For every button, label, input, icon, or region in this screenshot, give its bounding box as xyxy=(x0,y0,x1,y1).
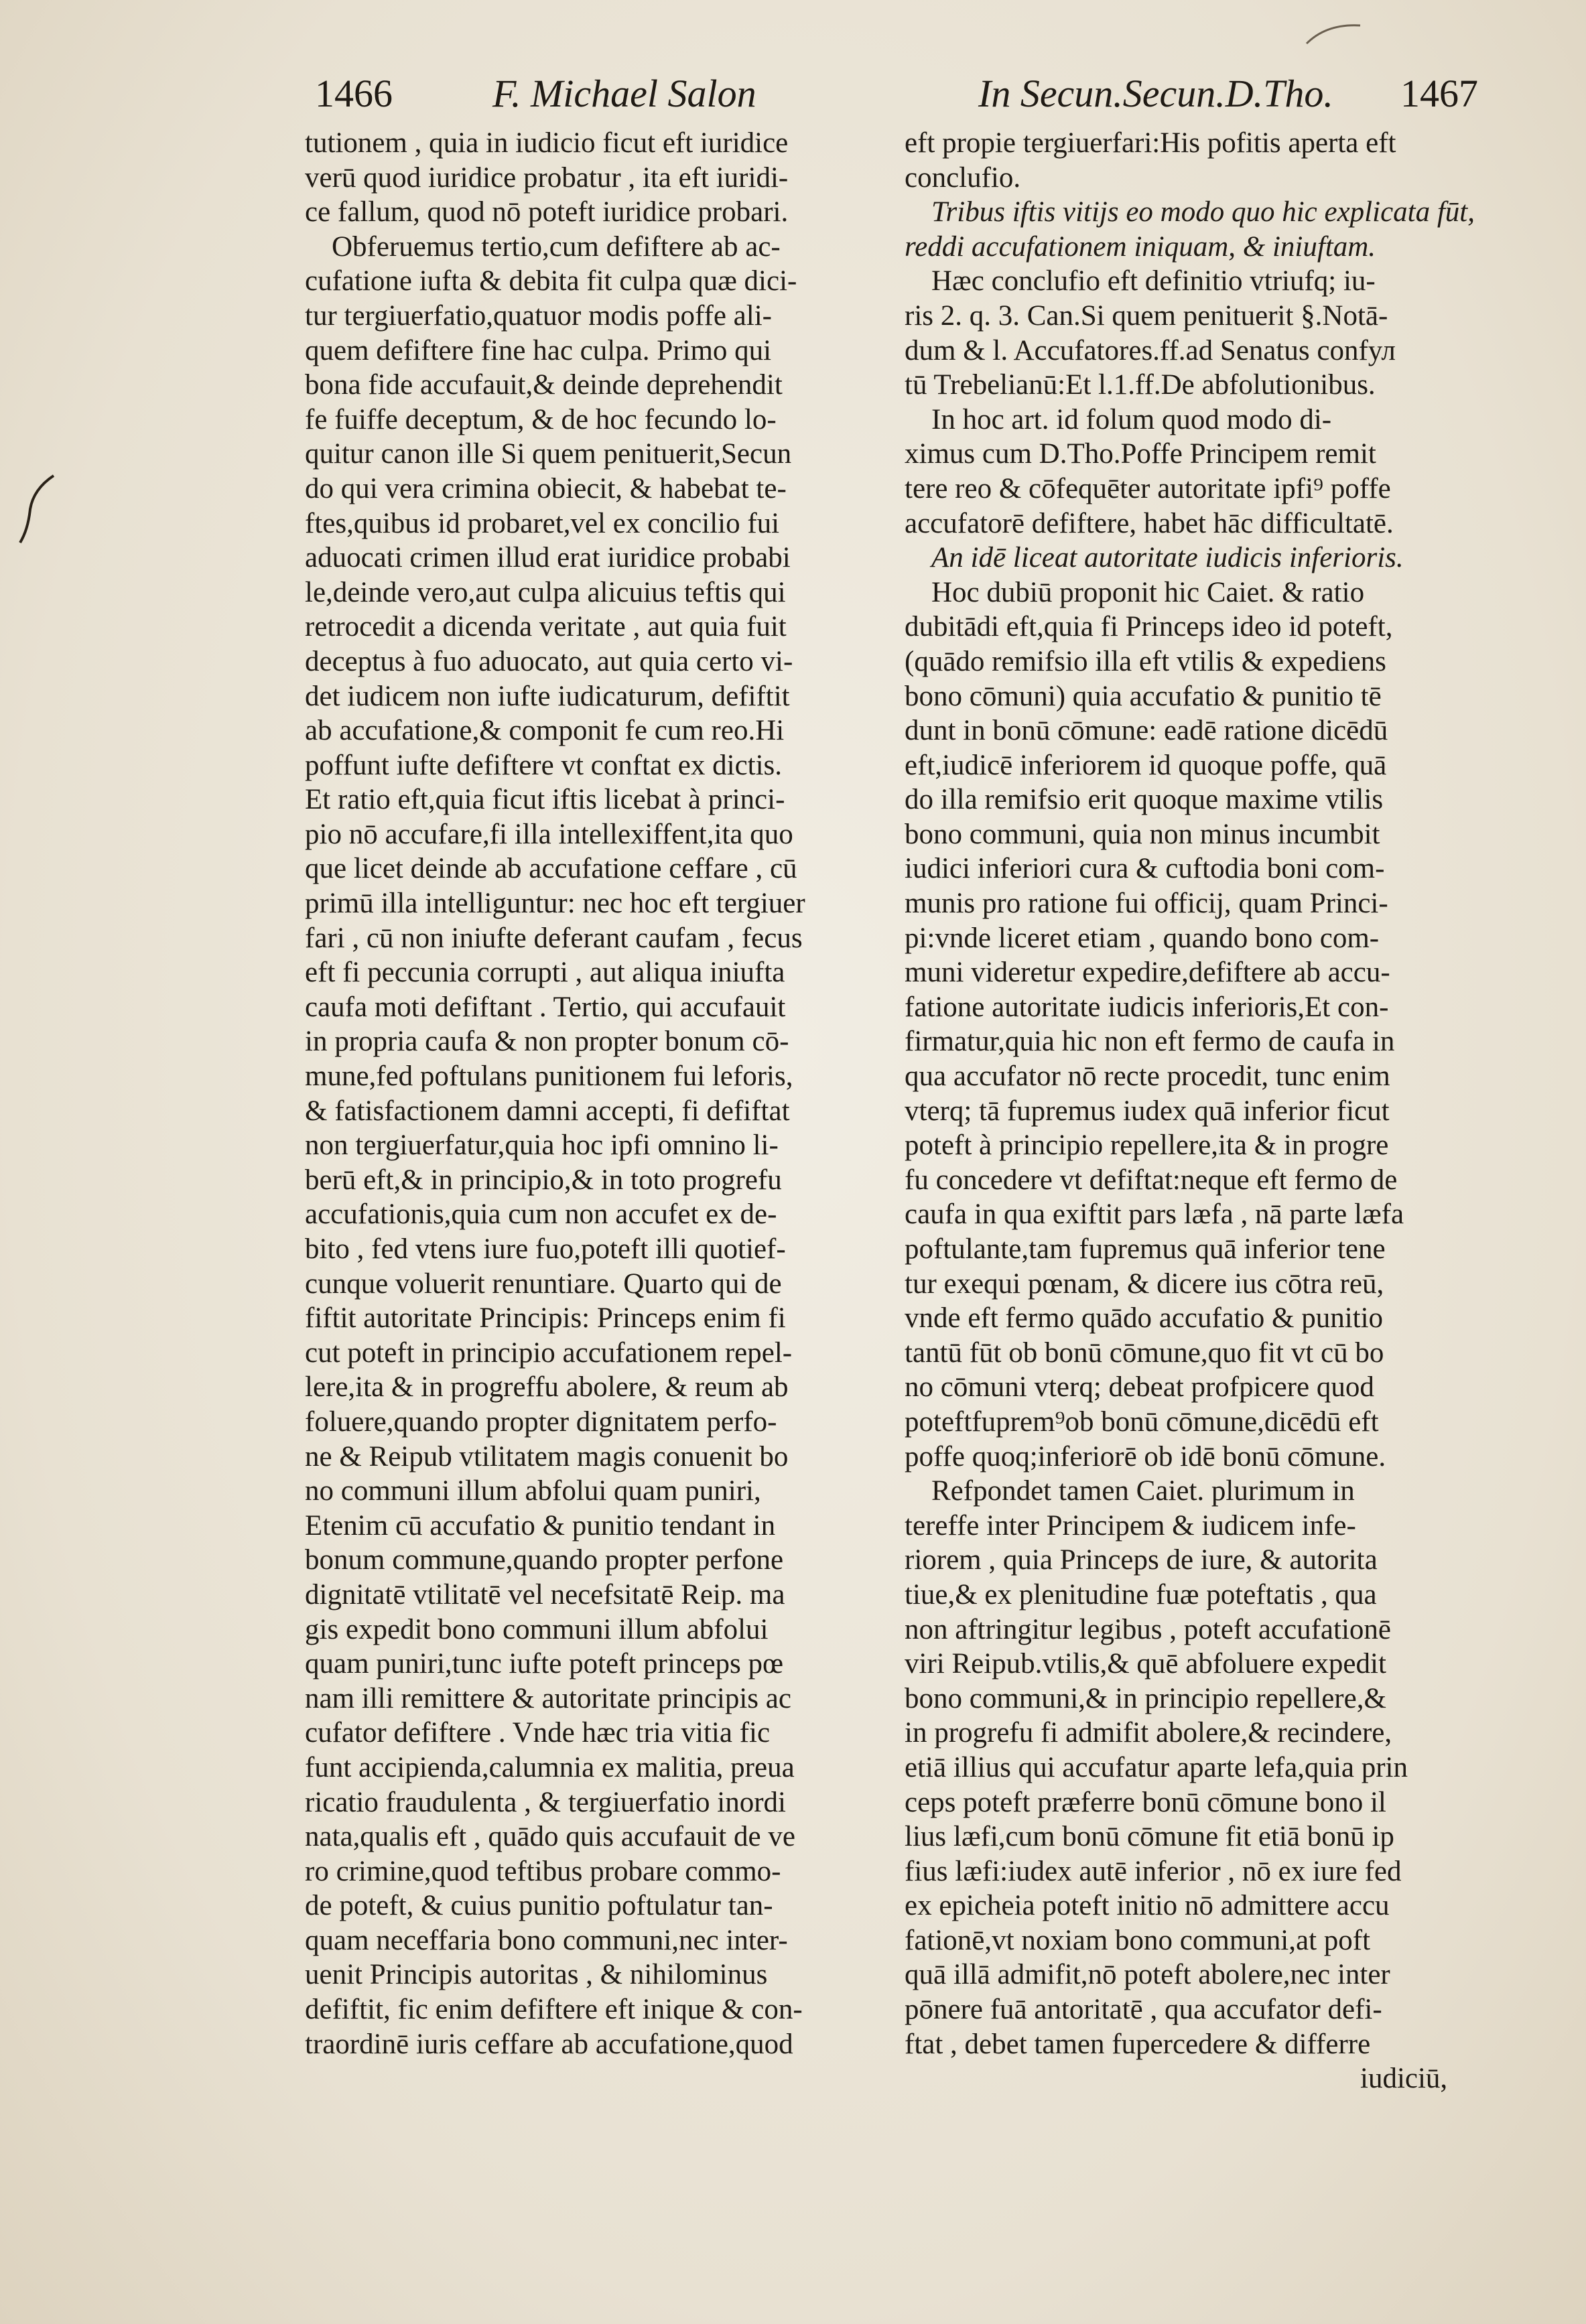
text-line: foluere,quando propter dignitatem perfo- xyxy=(305,1406,777,1438)
text-line: dignitatē vtilitatē vel necefsitatē Reip. ma xyxy=(305,1578,785,1611)
text-line: lere,ita & in progreffu abolere, & reum ab xyxy=(305,1371,789,1404)
question-heading: An idē liceat autoritate iudicis inferioris. xyxy=(931,542,1404,574)
text-line: tere reo & cōfequēter autoritate ipfi⁹ poffe xyxy=(905,472,1391,504)
text-line: tū Trebelianū:Et l.1.ff.De abfolutionibus. xyxy=(905,369,1376,401)
text-line: quā illā admifit,nō poteft abolere,nec inter xyxy=(905,1959,1390,1991)
text-line: tereffe inter Principem & iudicem infe- xyxy=(905,1509,1356,1542)
text-line: tantū fūt ob bonū cōmune,quo fit vt cū bo xyxy=(905,1337,1384,1369)
text-line: caufa in qua exiftit pars læfa , nā parte læfa xyxy=(905,1199,1404,1231)
text-line: ris 2. q. 3. Can.Si quem penituerit §.Notā- xyxy=(905,299,1388,332)
text-line: bito , fed vtens iure fuo,poteft illi quotief- xyxy=(305,1233,786,1265)
text-line: iudici inferiori cura & cuftodia boni com- xyxy=(905,853,1385,885)
text-line: & fatisfactionem damni accepti, fi defiftat xyxy=(305,1095,790,1127)
catchword: iudiciū, xyxy=(1360,2063,1448,2095)
text-line: non aftringitur legibus , poteft accufationē xyxy=(905,1613,1391,1645)
text-line: dubitādi eft,quia fi Princeps ideo id poteft, xyxy=(905,611,1393,643)
text-line: dum & l. Accufatores.ff.ad Senatus confул xyxy=(905,334,1396,366)
text-line: cufator defiftere . Vnde hæc tria vitia fic xyxy=(305,1717,771,1749)
text-line: Obferuemus tertio,cum defiftere ab ac- xyxy=(332,230,781,263)
text-line: fatione autoritate iudicis inferioris,Et con- xyxy=(905,991,1389,1023)
text-line: cut poteft in principio accufationem repel- xyxy=(305,1337,793,1369)
text-line: Refpondet tamen Caiet. plurimum in xyxy=(931,1475,1355,1507)
text-line: deceptus à fuo aduocato, aut quia certo vi- xyxy=(305,645,793,677)
text-line: quam puniri,tunc iufte poteft princeps pœ xyxy=(305,1648,784,1680)
text-line: riorem , quia Princeps de iure, & autorita xyxy=(905,1544,1378,1576)
ink-stain-mark xyxy=(1300,20,1380,47)
text-line: In hoc art. id folum quod modo di- xyxy=(931,403,1332,435)
text-line: retrocedit a dicenda veritate , aut quia fuit xyxy=(305,611,787,643)
text-line: accufatorē defiftere, habet hāc difficultatē. xyxy=(905,507,1394,539)
text-line: eft,iudicē inferiorem id quoque poffe, quā xyxy=(905,749,1387,781)
text-line: bona fide accufauit,& deinde deprehendit xyxy=(305,369,783,401)
text-line: fe fuiffe deceptum, & de hoc fecundo lo- xyxy=(305,403,777,435)
text-line: bono communi, quia non minus incumbit xyxy=(905,818,1380,850)
left-running-title: F. Michael Salon xyxy=(492,72,756,115)
text-line: in progrefu fi admifit abolere,& recindere, xyxy=(905,1717,1392,1749)
text-line: tiue,& ex plenitudine fuæ poteftatis , qua xyxy=(905,1578,1377,1611)
text-line: viri Reipub.vtilis,& quē abfoluere expedit xyxy=(905,1648,1386,1680)
text-line: ceps poteft præferre bonū cōmune bono il xyxy=(905,1786,1386,1818)
text-line: bonum commune,quando propter perfone xyxy=(305,1544,784,1576)
text-line: pōnere fuā antoritatē , qua accufator defi- xyxy=(905,1994,1382,2026)
conclusion-heading: reddi accufationem iniquam, & iniuftam. xyxy=(905,230,1376,263)
text-line: ce fallum, quod nō poteft iuridice probari. xyxy=(305,196,789,228)
text-line: de poteft, & cuius punitio poftulatur tan- xyxy=(305,1890,773,1922)
text-line: non tergiuerfatur,quia hoc ipfi omnino li- xyxy=(305,1130,779,1162)
text-line: berū eft,& in principio,& in toto progrefu xyxy=(305,1164,782,1196)
text-line: qua accufator nō recte procedit, tunc enim xyxy=(905,1061,1390,1093)
text-line: tur tergiuerfatio,quatuor modis poffe ali- xyxy=(305,299,772,332)
text-line: primū illa intelliguntur: nec hoc eft tergiuer xyxy=(305,888,805,920)
text-line: cufatione iufta & debita fit culpa quæ dici- xyxy=(305,265,797,297)
text-line: aduocati crimen illud erat iuridice probabi xyxy=(305,542,791,574)
text-line: poffe quoq;inferiorē ob idē bonū cōmune. xyxy=(905,1440,1386,1473)
right-running-title: In Secun.Secun.D.Tho. xyxy=(978,72,1333,115)
text-line: verū quod iuridice probatur , ita eft iuridi- xyxy=(305,161,789,194)
text-line: firmatur,quia hic non eft fermo de caufa in xyxy=(905,1026,1395,1058)
text-line: bono communi,& in principio repellere,& xyxy=(905,1682,1386,1714)
text-line: fiftit autoritate Principis: Princeps enim fi xyxy=(305,1302,786,1335)
text-line: tur exequi pœnam, & dicere ius cōtra reū, xyxy=(905,1268,1384,1300)
text-line: ro crimine,quod teftibus probare commo- xyxy=(305,1855,781,1887)
left-page-number: 1466 xyxy=(315,72,393,115)
text-line: que licet deinde ab accufatione ceffare , cū xyxy=(305,853,797,885)
text-line: ex epicheia poteft initio nō admittere accu xyxy=(905,1890,1390,1922)
text-line: nam illi remittere & autoritate principis ac xyxy=(305,1682,791,1714)
text-line: eft fi peccunia corrupti , aut aliqua iniufta xyxy=(305,957,785,989)
text-line: fari , cū non iniufte deferant caufam , fecus xyxy=(305,922,803,954)
right-page-number: 1467 xyxy=(1400,72,1478,115)
text-line: no communi illum abfolui quam puniri, xyxy=(305,1475,761,1507)
text-line: nata,qualis eft , quādo quis accufauit de ve xyxy=(305,1821,795,1853)
text-line: poftulante,tam fupremus quā inferior tene xyxy=(905,1233,1386,1265)
text-line: pi:vnde liceret etiam , quando bono com- xyxy=(905,922,1380,954)
text-line: traordinē iuris ceffare ab accufatione,quod xyxy=(305,2028,793,2060)
text-line: quem defiftere fine hac culpa. Primo qui xyxy=(305,334,772,366)
text-line: mune,fed poftulans punitionem fui leforis, xyxy=(305,1061,793,1093)
text-line: conclufio. xyxy=(905,161,1021,194)
text-line: dunt in bonū cōmune: eadē ratione dicēdū xyxy=(905,715,1388,747)
text-line: ximus cum D.Tho.Poffe Principem remit xyxy=(905,438,1376,470)
text-line: no cōmuni vterq; debeat profpicere quod xyxy=(905,1371,1374,1404)
running-header xyxy=(0,64,1586,124)
text-line: ftat , debet tamen fupercedere & differre xyxy=(905,2028,1371,2060)
text-line: defiftit, fic enim defiftere eft inique & con- xyxy=(305,1994,803,2026)
text-line: eft propie tergiuerfari:His pofitis aperta eft xyxy=(905,127,1396,159)
text-line: accufationis,quia cum non accufet ex de- xyxy=(305,1199,777,1231)
text-line: poffunt iufte defiftere vt conftat ex dictis. xyxy=(305,749,783,781)
text-line: Etenim cū accufatio & punitio tendant in xyxy=(305,1509,776,1542)
text-line: fius læfi:iudex autē inferior , nō ex iure fed xyxy=(905,1855,1402,1887)
text-line: bono cōmuni) quia accufatio & punitio tē xyxy=(905,680,1382,712)
text-line: Hoc dubiū proponit hic Caiet. & ratio xyxy=(931,576,1365,608)
text-line: caufa moti defiftant . Tertio, qui accufauit xyxy=(305,991,786,1023)
text-line: tutionem , quia in iudicio ficut eft iuridice xyxy=(305,127,789,159)
conclusion-heading: Tribus iftis vitijs eo modo quo hic explicata fūt, xyxy=(931,196,1475,228)
margin-pen-mark xyxy=(13,469,67,549)
text-line: quam neceffaria bono communi,nec inter- xyxy=(305,1924,788,1956)
text-line: cunque voluerit renuntiare. Quarto qui de xyxy=(305,1268,782,1300)
text-line: pio nō accufare,fi illa intellexiffent,ita quo xyxy=(305,818,793,850)
text-line: ne & Reipub vtilitatem magis conuenit bo xyxy=(305,1440,789,1473)
text-line: det iudicem non iufte iudicaturum, defiftit xyxy=(305,680,790,712)
text-line: do qui vera crimina obiecit, & habebat te- xyxy=(305,472,787,504)
text-line: ricatio fraudulenta , & tergiuerfatio inordi xyxy=(305,1786,787,1818)
text-line: fu concedere vt defiftat:neque eft fermo de xyxy=(905,1164,1398,1196)
text-line: quitur canon ille Si quem penituerit,Secun xyxy=(305,438,792,470)
text-line: funt accipienda,calumnia ex malitia, preua xyxy=(305,1751,795,1783)
text-line: munis pro ratione fui officij, quam Princi- xyxy=(905,888,1388,920)
text-line: (quādo remifsio illa eft vtilis & expediens xyxy=(905,645,1386,677)
text-line: poteft à principio repellere,ita & in progre xyxy=(905,1130,1389,1162)
left-text-column xyxy=(305,126,868,2136)
text-line: vnde eft fermo quādo accufatio & punitio xyxy=(905,1302,1384,1335)
text-line: fationē,vt noxiam bono communi,at poft xyxy=(905,1924,1371,1956)
text-line: in propria caufa & non propter bonum cō- xyxy=(305,1026,789,1058)
text-line: ab accufatione,& componit fe cum reo.Hi xyxy=(305,715,785,747)
text-line: do illa remifsio erit quoque maxime vtilis xyxy=(905,784,1384,816)
text-line: lius læfi,cum bonū cōmune fit etiā bonū ip xyxy=(905,1821,1394,1853)
text-line: poteftfuprem⁹ob bonū cōmune,dicēdū eft xyxy=(905,1406,1379,1438)
text-line: ftes,quibus id probaret,vel ex concilio fui xyxy=(305,507,780,539)
text-line: uenit Principis autoritas , & nihilominus xyxy=(305,1959,768,1991)
text-line: gis expedit bono communi illum abfolui xyxy=(305,1613,769,1645)
text-line: etiā illius qui accufatur aparte lefa,quia prin xyxy=(905,1751,1408,1783)
right-text-column xyxy=(905,126,1494,2136)
text-line: Hæc conclufio eft definitio vtriufq; iu- xyxy=(931,265,1376,297)
text-line: muni videretur expedire,defiftere ab accu- xyxy=(905,957,1390,989)
text-line: le,deinde vero,aut culpa alicuius teftis qui xyxy=(305,576,786,608)
text-line: Et ratio eft,quia ficut iftis licebat à princi- xyxy=(305,784,785,816)
text-line: vterq; tā fupremus iudex quā inferior ficut xyxy=(905,1095,1390,1127)
